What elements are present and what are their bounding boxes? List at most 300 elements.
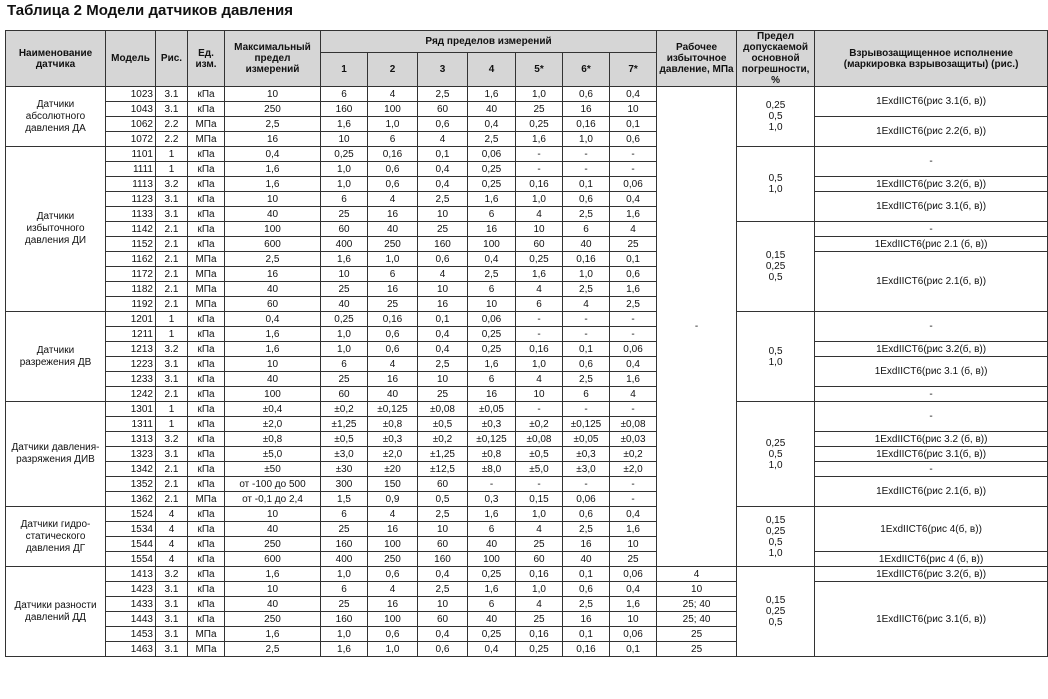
range-6-cell: 16 xyxy=(563,537,610,552)
range-3-cell: 0,4 xyxy=(418,627,468,642)
figure-cell: 1 xyxy=(156,402,188,417)
header-range-7: 7* xyxy=(610,53,657,87)
range-6-cell: 0,6 xyxy=(563,87,610,102)
model-cell: 1233 xyxy=(106,372,156,387)
table-row xyxy=(6,87,1048,102)
working-pressure-cell: 25; 40 xyxy=(657,597,737,612)
table-row xyxy=(6,567,1048,582)
range-1-cell: 1,0 xyxy=(321,627,368,642)
max-range-cell: 40 xyxy=(225,207,321,222)
range-4-cell: 100 xyxy=(468,237,516,252)
model-cell: 1313 xyxy=(106,432,156,447)
max-range-cell: ±50 xyxy=(225,462,321,477)
unit-cell: кПа xyxy=(188,612,225,627)
range-4-cell: ±0,05 xyxy=(468,402,516,417)
range-6-cell: ±0,125 xyxy=(563,417,610,432)
figure-cell: 2.1 xyxy=(156,282,188,297)
range-6-cell: 2,5 xyxy=(563,282,610,297)
range-4-cell: 16 xyxy=(468,222,516,237)
range-7-cell: - xyxy=(610,147,657,162)
range-4-cell: 0,3 xyxy=(468,492,516,507)
range-4-cell: ±0,8 xyxy=(468,447,516,462)
range-4-cell: 1,6 xyxy=(468,507,516,522)
max-range-cell: 10 xyxy=(225,507,321,522)
range-6-cell: 0,1 xyxy=(563,177,610,192)
max-range-cell: 16 xyxy=(225,267,321,282)
model-cell: 1323 xyxy=(106,447,156,462)
range-5-cell: 60 xyxy=(516,237,563,252)
range-3-cell: 0,1 xyxy=(418,147,468,162)
header-range-6: 6* xyxy=(563,53,610,87)
max-range-cell: 40 xyxy=(225,522,321,537)
range-7-cell: - xyxy=(610,492,657,507)
table-row xyxy=(6,237,1048,252)
max-range-cell: 10 xyxy=(225,87,321,102)
model-cell: 1111 xyxy=(106,162,156,177)
range-3-cell: 0,4 xyxy=(418,327,468,342)
range-5-cell: 4 xyxy=(516,372,563,387)
range-5-cell: 25 xyxy=(516,537,563,552)
range-4-cell: 0,25 xyxy=(468,327,516,342)
range-5-cell: - xyxy=(516,477,563,492)
range-1-cell: 10 xyxy=(321,132,368,147)
table-row xyxy=(6,432,1048,447)
range-5-cell: 0,15 xyxy=(516,492,563,507)
unit-cell: МПа xyxy=(188,492,225,507)
range-5-cell: ±5,0 xyxy=(516,462,563,477)
range-4-cell: 2,5 xyxy=(468,267,516,282)
model-cell: 1123 xyxy=(106,192,156,207)
sensor-type-name: Датчики абсолютного давления ДА xyxy=(6,87,106,147)
model-cell: 1362 xyxy=(106,492,156,507)
table-row xyxy=(6,147,1048,162)
unit-cell: МПа xyxy=(188,252,225,267)
explosion-proof-cell: - xyxy=(815,387,1048,402)
range-2-cell: 4 xyxy=(368,582,418,597)
range-6-cell: 0,1 xyxy=(563,567,610,582)
accuracy-value: 0,25 xyxy=(765,100,786,111)
max-range-cell: 100 xyxy=(225,387,321,402)
range-4-cell: - xyxy=(468,477,516,492)
range-5-cell: 10 xyxy=(516,387,563,402)
range-3-cell: 10 xyxy=(418,372,468,387)
figure-cell: 3.1 xyxy=(156,192,188,207)
range-2-cell: 100 xyxy=(368,537,418,552)
max-range-cell: 2,5 xyxy=(225,117,321,132)
max-range-cell: от -0,1 до 2,4 xyxy=(225,492,321,507)
model-cell: 1113 xyxy=(106,177,156,192)
range-5-cell: - xyxy=(516,312,563,327)
range-3-cell: 2,5 xyxy=(418,87,468,102)
sensor-type-name: Датчики избыточного давления ДИ xyxy=(6,147,106,312)
range-4-cell: 6 xyxy=(468,207,516,222)
range-6-cell: 0,6 xyxy=(563,582,610,597)
model-cell: 1544 xyxy=(106,537,156,552)
header-ranges: Ряд пределов измерений xyxy=(321,31,657,53)
range-1-cell: 25 xyxy=(321,597,368,612)
range-7-cell: - xyxy=(610,402,657,417)
range-3-cell: 0,4 xyxy=(418,162,468,177)
max-range-cell: 1,6 xyxy=(225,327,321,342)
range-1-cell: 1,6 xyxy=(321,252,368,267)
range-7-cell: - xyxy=(610,312,657,327)
figure-cell: 2.1 xyxy=(156,462,188,477)
sensor-type-name: Датчики разности давлений ДД xyxy=(6,567,106,657)
model-cell: 1342 xyxy=(106,462,156,477)
figure-cell: 3.1 xyxy=(156,372,188,387)
range-6-cell: 1,0 xyxy=(563,267,610,282)
range-4-cell: 10 xyxy=(468,297,516,312)
range-2-cell: 250 xyxy=(368,237,418,252)
header-range-2: 2 xyxy=(368,53,418,87)
figure-cell: 3.2 xyxy=(156,177,188,192)
figure-cell: 3.1 xyxy=(156,357,188,372)
range-6-cell: 40 xyxy=(563,552,610,567)
model-cell: 1311 xyxy=(106,417,156,432)
range-1-cell: 160 xyxy=(321,537,368,552)
range-7-cell: ±2,0 xyxy=(610,462,657,477)
range-6-cell: - xyxy=(563,147,610,162)
model-cell: 1463 xyxy=(106,642,156,657)
accuracy-value: 0,25 xyxy=(765,525,786,537)
figure-cell: 4 xyxy=(156,522,188,537)
figure-cell: 3.2 xyxy=(156,432,188,447)
max-range-cell: 600 xyxy=(225,552,321,567)
unit-cell: МПа xyxy=(188,627,225,642)
range-5-cell: ±0,5 xyxy=(516,447,563,462)
range-6-cell: - xyxy=(563,327,610,342)
unit-cell: кПа xyxy=(188,477,225,492)
range-4-cell: 0,25 xyxy=(468,177,516,192)
range-5-cell: 25 xyxy=(516,102,563,117)
max-range-cell: 10 xyxy=(225,582,321,597)
range-1-cell: 160 xyxy=(321,102,368,117)
header-name: Наименование датчика xyxy=(6,31,106,87)
range-4-cell: 6 xyxy=(468,522,516,537)
unit-cell: МПа xyxy=(188,282,225,297)
explosion-proof-cell: 1ExdIICT6(рис 2.2(б, в)) xyxy=(815,117,1048,147)
range-2-cell: 0,6 xyxy=(368,342,418,357)
range-5-cell: 1,6 xyxy=(516,267,563,282)
range-3-cell: 60 xyxy=(418,537,468,552)
range-4-cell: 0,25 xyxy=(468,162,516,177)
max-range-cell: 1,6 xyxy=(225,342,321,357)
range-3-cell: ±0,2 xyxy=(418,432,468,447)
range-7-cell: 10 xyxy=(610,612,657,627)
table-row xyxy=(6,312,1048,327)
range-1-cell: 1,0 xyxy=(321,567,368,582)
figure-cell: 3.1 xyxy=(156,207,188,222)
figure-cell: 3.2 xyxy=(156,342,188,357)
range-6-cell: - xyxy=(563,477,610,492)
range-2-cell: 6 xyxy=(368,267,418,282)
table-row xyxy=(6,252,1048,267)
unit-cell: кПа xyxy=(188,327,225,342)
header-model: Модель xyxy=(106,31,156,87)
range-3-cell: 4 xyxy=(418,267,468,282)
range-7-cell: 1,6 xyxy=(610,522,657,537)
sensor-type-name: Датчики разрежения ДВ xyxy=(6,312,106,402)
range-6-cell: 16 xyxy=(563,612,610,627)
range-4-cell: 0,25 xyxy=(468,567,516,582)
model-cell: 1133 xyxy=(106,207,156,222)
max-range-cell: 16 xyxy=(225,132,321,147)
accuracy-value: 1,0 xyxy=(768,459,783,471)
unit-cell: кПа xyxy=(188,402,225,417)
range-7-cell: 1,6 xyxy=(610,372,657,387)
range-3-cell: 0,6 xyxy=(418,117,468,132)
figure-cell: 3.1 xyxy=(156,582,188,597)
range-6-cell: 0,16 xyxy=(563,117,610,132)
range-6-cell: 16 xyxy=(563,102,610,117)
range-5-cell: 1,0 xyxy=(516,192,563,207)
range-3-cell: 0,6 xyxy=(418,252,468,267)
header-working-pressure: Рабочее избыточное давление, МПа xyxy=(657,31,737,87)
unit-cell: кПа xyxy=(188,417,225,432)
unit-cell: МПа xyxy=(188,267,225,282)
model-cell: 1453 xyxy=(106,627,156,642)
header-unit: Ед. изм. xyxy=(188,31,225,87)
range-3-cell: 0,4 xyxy=(418,177,468,192)
range-7-cell: 0,1 xyxy=(610,642,657,657)
model-cell: 1062 xyxy=(106,117,156,132)
range-1-cell: 1,6 xyxy=(321,642,368,657)
unit-cell: кПа xyxy=(188,192,225,207)
range-6-cell: 40 xyxy=(563,237,610,252)
model-cell: 1192 xyxy=(106,297,156,312)
accuracy-value: 0,25 xyxy=(765,437,786,449)
accuracy-cell xyxy=(737,402,815,507)
model-cell: 1211 xyxy=(106,327,156,342)
working-pressure-cell: 4 xyxy=(657,567,737,582)
max-range-cell: 1,6 xyxy=(225,177,321,192)
table-row xyxy=(6,447,1048,462)
figure-cell: 2.1 xyxy=(156,222,188,237)
range-2-cell: 16 xyxy=(368,597,418,612)
range-2-cell: 100 xyxy=(368,612,418,627)
range-3-cell: 4 xyxy=(418,132,468,147)
range-4-cell: 40 xyxy=(468,537,516,552)
header-explosion-proof: Взрывозащищенное исполнение (маркировка взрывозащиты) (рис.) xyxy=(815,31,1048,87)
max-range-cell: 60 xyxy=(225,297,321,312)
range-7-cell: 0,06 xyxy=(610,177,657,192)
max-range-cell: 250 xyxy=(225,612,321,627)
unit-cell: кПа xyxy=(188,147,225,162)
model-cell: 1423 xyxy=(106,582,156,597)
range-2-cell: 16 xyxy=(368,372,418,387)
table-row xyxy=(6,552,1048,567)
sensor-type-name: Датчики давления-разряжения ДИВ xyxy=(6,402,106,507)
range-1-cell: 0,25 xyxy=(321,147,368,162)
range-1-cell: 1,0 xyxy=(321,177,368,192)
range-7-cell: ±0,2 xyxy=(610,447,657,462)
range-1-cell: 25 xyxy=(321,207,368,222)
range-5-cell: 0,16 xyxy=(516,627,563,642)
unit-cell: кПа xyxy=(188,537,225,552)
range-2-cell: 25 xyxy=(368,297,418,312)
range-2-cell: ±0,125 xyxy=(368,402,418,417)
range-7-cell: 0,06 xyxy=(610,567,657,582)
table-row xyxy=(6,357,1048,372)
header-range-4: 4 xyxy=(468,53,516,87)
range-1-cell: 6 xyxy=(321,582,368,597)
working-pressure-cell: 25 xyxy=(657,642,737,657)
max-range-cell: 1,6 xyxy=(225,162,321,177)
explosion-proof-cell: - xyxy=(815,147,1048,177)
explosion-proof-cell: 1ExdIICT6(рис 3.1(б, в)) xyxy=(815,192,1048,222)
range-5-cell: ±0,08 xyxy=(516,432,563,447)
range-3-cell: 25 xyxy=(418,222,468,237)
range-7-cell: 0,4 xyxy=(610,507,657,522)
max-range-cell: 250 xyxy=(225,102,321,117)
range-6-cell: 0,1 xyxy=(563,342,610,357)
range-1-cell: ±3,0 xyxy=(321,447,368,462)
range-5-cell: ±0,2 xyxy=(516,417,563,432)
max-range-cell: 10 xyxy=(225,192,321,207)
range-1-cell: 6 xyxy=(321,87,368,102)
range-1-cell: 300 xyxy=(321,477,368,492)
max-range-cell: ±2,0 xyxy=(225,417,321,432)
range-6-cell: 6 xyxy=(563,387,610,402)
range-2-cell: 0,6 xyxy=(368,177,418,192)
range-5-cell: 1,0 xyxy=(516,87,563,102)
range-2-cell: ±20 xyxy=(368,462,418,477)
range-3-cell: 160 xyxy=(418,237,468,252)
explosion-proof-cell: 1ExdIICT6(рис 2.1(б, в)) xyxy=(815,252,1048,312)
figure-cell: 3.1 xyxy=(156,447,188,462)
range-5-cell: 1,6 xyxy=(516,132,563,147)
max-range-cell: 1,6 xyxy=(225,567,321,582)
range-5-cell: - xyxy=(516,162,563,177)
working-pressure-cell: 25 xyxy=(657,627,737,642)
range-6-cell: 2,5 xyxy=(563,522,610,537)
range-7-cell: 0,1 xyxy=(610,252,657,267)
unit-cell: кПа xyxy=(188,552,225,567)
range-2-cell: 40 xyxy=(368,222,418,237)
explosion-proof-cell: - xyxy=(815,402,1048,432)
accuracy-value: 0,15 xyxy=(765,514,786,526)
model-cell: 1443 xyxy=(106,612,156,627)
model-cell: 1524 xyxy=(106,507,156,522)
range-2-cell: 0,16 xyxy=(368,147,418,162)
figure-cell: 3.1 xyxy=(156,627,188,642)
unit-cell: МПа xyxy=(188,297,225,312)
model-cell: 1182 xyxy=(106,282,156,297)
unit-cell: кПа xyxy=(188,372,225,387)
range-2-cell: 100 xyxy=(368,102,418,117)
range-1-cell: 10 xyxy=(321,267,368,282)
figure-cell: 2.1 xyxy=(156,252,188,267)
unit-cell: МПа xyxy=(188,132,225,147)
accuracy-value: 1,0 xyxy=(768,547,783,559)
range-6-cell: - xyxy=(563,312,610,327)
model-cell: 1352 xyxy=(106,477,156,492)
header-range-1: 1 xyxy=(321,53,368,87)
range-1-cell: 1,6 xyxy=(321,117,368,132)
range-4-cell: ±0,125 xyxy=(468,432,516,447)
max-range-cell: 2,5 xyxy=(225,252,321,267)
accuracy-value: 0,5 xyxy=(768,272,783,283)
range-4-cell: 6 xyxy=(468,597,516,612)
range-6-cell: - xyxy=(563,162,610,177)
range-7-cell: 1,6 xyxy=(610,207,657,222)
explosion-proof-cell: 1ExdIICT6(рис 4 (б, в)) xyxy=(815,552,1048,567)
range-6-cell: 0,6 xyxy=(563,507,610,522)
range-6-cell: 6 xyxy=(563,222,610,237)
table-row xyxy=(6,387,1048,402)
range-6-cell: 2,5 xyxy=(563,372,610,387)
range-3-cell: ±0,5 xyxy=(418,417,468,432)
explosion-proof-cell: 1ExdIICT6(рис 3.1(б, в)) xyxy=(815,87,1048,117)
range-4-cell: 0,25 xyxy=(468,342,516,357)
model-cell: 1201 xyxy=(106,312,156,327)
unit-cell: кПа xyxy=(188,87,225,102)
range-3-cell: 60 xyxy=(418,612,468,627)
range-5-cell: - xyxy=(516,147,563,162)
model-cell: 1142 xyxy=(106,222,156,237)
unit-cell: кПа xyxy=(188,102,225,117)
range-7-cell: - xyxy=(610,327,657,342)
table-row xyxy=(6,177,1048,192)
explosion-proof-cell: - xyxy=(815,462,1048,477)
range-4-cell: 100 xyxy=(468,552,516,567)
range-3-cell: 0,5 xyxy=(418,492,468,507)
figure-cell: 1 xyxy=(156,147,188,162)
range-6-cell: ±0,3 xyxy=(563,447,610,462)
range-2-cell: 1,0 xyxy=(368,642,418,657)
range-2-cell: 16 xyxy=(368,282,418,297)
accuracy-value: 0,5 xyxy=(768,536,783,548)
model-cell: 1413 xyxy=(106,567,156,582)
range-4-cell: 6 xyxy=(468,372,516,387)
header-figure: Рис. xyxy=(156,31,188,87)
figure-cell: 3.1 xyxy=(156,597,188,612)
range-4-cell: 0,4 xyxy=(468,642,516,657)
max-range-cell: 40 xyxy=(225,597,321,612)
range-3-cell: 25 xyxy=(418,387,468,402)
range-7-cell: 0,6 xyxy=(610,132,657,147)
range-7-cell: 25 xyxy=(610,237,657,252)
range-2-cell: 1,0 xyxy=(368,117,418,132)
figure-cell: 4 xyxy=(156,507,188,522)
unit-cell: кПа xyxy=(188,387,225,402)
range-4-cell: 40 xyxy=(468,102,516,117)
range-2-cell: 6 xyxy=(368,132,418,147)
range-2-cell: ±0,8 xyxy=(368,417,418,432)
range-7-cell: 10 xyxy=(610,102,657,117)
range-5-cell: 1,0 xyxy=(516,582,563,597)
unit-cell: кПа xyxy=(188,567,225,582)
range-6-cell: 0,16 xyxy=(563,642,610,657)
range-4-cell: 1,6 xyxy=(468,357,516,372)
range-5-cell: - xyxy=(516,327,563,342)
accuracy-value: 0,25 xyxy=(765,261,786,272)
range-5-cell: 6 xyxy=(516,297,563,312)
max-range-cell: 40 xyxy=(225,282,321,297)
range-4-cell: 16 xyxy=(468,387,516,402)
figure-cell: 1 xyxy=(156,417,188,432)
model-cell: 1101 xyxy=(106,147,156,162)
accuracy-value: 0,5 xyxy=(768,448,783,460)
explosion-proof-cell: 1ExdIICT6(рис 3.2(б, в)) xyxy=(815,177,1048,192)
figure-cell: 2.1 xyxy=(156,267,188,282)
range-4-cell: 1,6 xyxy=(468,87,516,102)
range-3-cell: 10 xyxy=(418,597,468,612)
range-5-cell: 4 xyxy=(516,522,563,537)
range-5-cell: - xyxy=(516,402,563,417)
range-3-cell: 10 xyxy=(418,522,468,537)
range-3-cell: 0,1 xyxy=(418,312,468,327)
